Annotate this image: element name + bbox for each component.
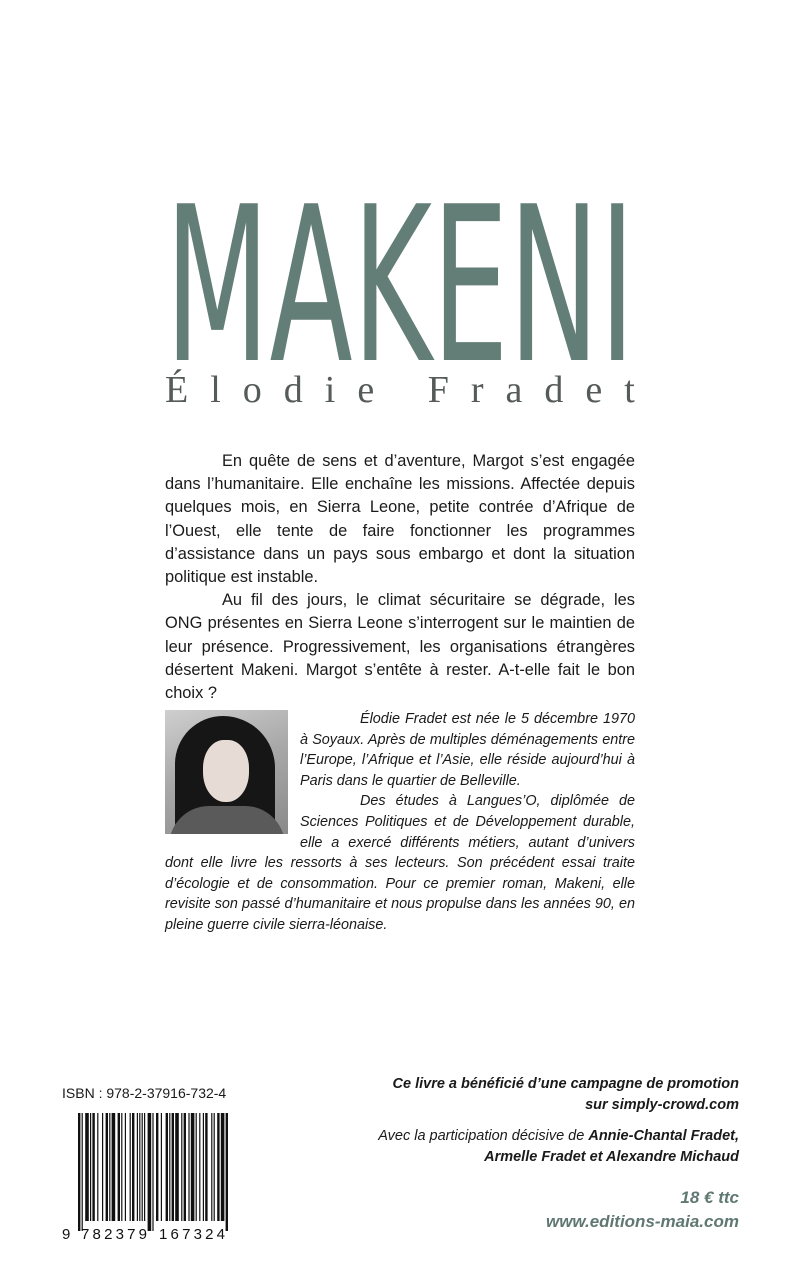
barcode-bar — [112, 1113, 116, 1221]
barcode-bar — [130, 1113, 131, 1221]
barcode-bar — [82, 1113, 83, 1231]
barcode-digits-left: 782379 — [81, 1226, 147, 1241]
author-letter: t — [624, 369, 635, 411]
barcode-bar — [172, 1113, 174, 1221]
author-letter — [396, 368, 406, 412]
barcode-digits-right: 167324 — [159, 1226, 225, 1241]
bio-paragraph: Élodie Fradet est née le 5 décembre 1970 à Soyaux. Après de multiples déménagements entre l’Europe, l’Afrique et l’Asie, elle réside aujourd’hui à Paris dans le quartier de Belleville. — [300, 711, 635, 789]
contributors-names: Armelle Fradet et Alexandre Michaud — [484, 1149, 739, 1165]
barcode-bar — [106, 1113, 108, 1221]
promo-note — [319, 1074, 739, 1116]
author-letter: a — [505, 369, 523, 411]
barcode-bar — [166, 1113, 168, 1221]
author-letter: o — [242, 369, 262, 411]
promo-line: sur simply-crowd.com — [585, 1097, 739, 1113]
barcode-bar — [102, 1113, 103, 1221]
barcode-bar — [78, 1113, 80, 1231]
barcode-bar — [203, 1113, 204, 1221]
contributors-names: Annie-Chantal Fradet, — [588, 1128, 739, 1144]
synopsis-paragraph: En quête de sens et d’aventure, Margot s’est engagée dans l’humanitaire. Elle enchaîne les missions. Affectée depuis quelques mois, en Sierra Leone, petite contrée d’Afrique de l’Ouest, elle tente de faire fonctionner les programmes d’assistance dans un pays sous embargo et dont la situation politique est instable. — [165, 452, 635, 587]
barcode-bar — [118, 1113, 120, 1221]
contributors-intro: Avec la participation décisive de — [378, 1128, 585, 1144]
barcode-bar — [97, 1113, 98, 1221]
barcode-bar — [139, 1113, 140, 1221]
barcode-bar — [85, 1113, 89, 1221]
barcode-digit-first: 9 — [62, 1226, 71, 1241]
barcode-bar — [205, 1113, 207, 1221]
author-letter: É — [165, 369, 189, 411]
barcode-bar — [152, 1113, 153, 1231]
author-bio — [165, 709, 635, 936]
barcode-bar — [214, 1113, 215, 1221]
barcode-bar — [132, 1113, 134, 1221]
price-block — [439, 1186, 739, 1234]
barcode-bar — [199, 1113, 200, 1221]
barcode-bar — [184, 1113, 186, 1221]
author-letter: d — [283, 369, 303, 411]
isbn-barcode — [62, 1113, 234, 1241]
synopsis-paragraph: Au fil des jours, le climat sécuritaire se dégrade, les ONG présentes en Sierra Leone s’interrogent sur le maintien de leur présence. Progressivement, les organisations étrangères désertent Makeni. Margot s’entête à rester. A-t-elle fait le bon choix ? — [165, 591, 635, 703]
barcode-bar — [191, 1113, 195, 1221]
price: 18 € ttc — [680, 1188, 739, 1207]
author-letter: r — [470, 369, 484, 411]
barcode-bar — [142, 1113, 143, 1221]
barcode-bar — [156, 1113, 158, 1221]
barcode-bar — [92, 1113, 94, 1221]
barcode-bar — [125, 1113, 126, 1221]
barcode-bar — [226, 1113, 228, 1231]
barcode-bar — [121, 1113, 122, 1221]
promo-line: Ce livre a bénéficié d’une campagne de promotion — [392, 1076, 739, 1092]
barcode-bar — [211, 1113, 212, 1221]
author-letter: F — [427, 369, 449, 411]
barcode-bar — [221, 1113, 225, 1221]
barcode-bar — [161, 1113, 162, 1221]
barcode-bar — [90, 1113, 91, 1221]
bio-paragraph: Des études à Langues’O, diplômée de Sciences Politiques et de Développement durable, elle a exercé différents métiers, autant d’univers dont elle livre les ressorts à ses lecteurs. Son précédent essai traite d’écologie et de consommation. Pour ce premier roman, Makeni, elle revisite son passé d’humanitaire et nous propulse dans les années 90, en pleine guerre civile sierra-léonaise. — [165, 793, 635, 933]
author-letter: d — [544, 369, 564, 411]
author-letter: l — [210, 369, 221, 411]
author-letter: e — [357, 369, 375, 411]
barcode-bar — [217, 1113, 219, 1221]
barcode-bar — [137, 1113, 138, 1221]
barcode-bar — [148, 1113, 152, 1231]
author-letter: e — [585, 369, 603, 411]
barcode-bar — [188, 1113, 189, 1221]
author-letter: i — [324, 369, 336, 411]
barcode-bar — [144, 1113, 145, 1221]
barcode-bar — [196, 1113, 197, 1221]
publisher-website: www.editions-maia.com — [545, 1212, 739, 1231]
author-name — [165, 368, 635, 412]
author-photo — [165, 710, 288, 834]
synopsis — [165, 450, 635, 705]
barcode-bar — [169, 1113, 170, 1221]
barcode-bar — [175, 1113, 179, 1221]
book-title — [165, 188, 635, 366]
contributors-note — [319, 1126, 739, 1168]
barcode-bar — [109, 1113, 110, 1221]
book-title-text: MAKENI — [165, 188, 635, 366]
isbn-label: ISBN : 978-2-37916-732-4 — [62, 1085, 227, 1101]
barcode-bar — [181, 1113, 182, 1221]
